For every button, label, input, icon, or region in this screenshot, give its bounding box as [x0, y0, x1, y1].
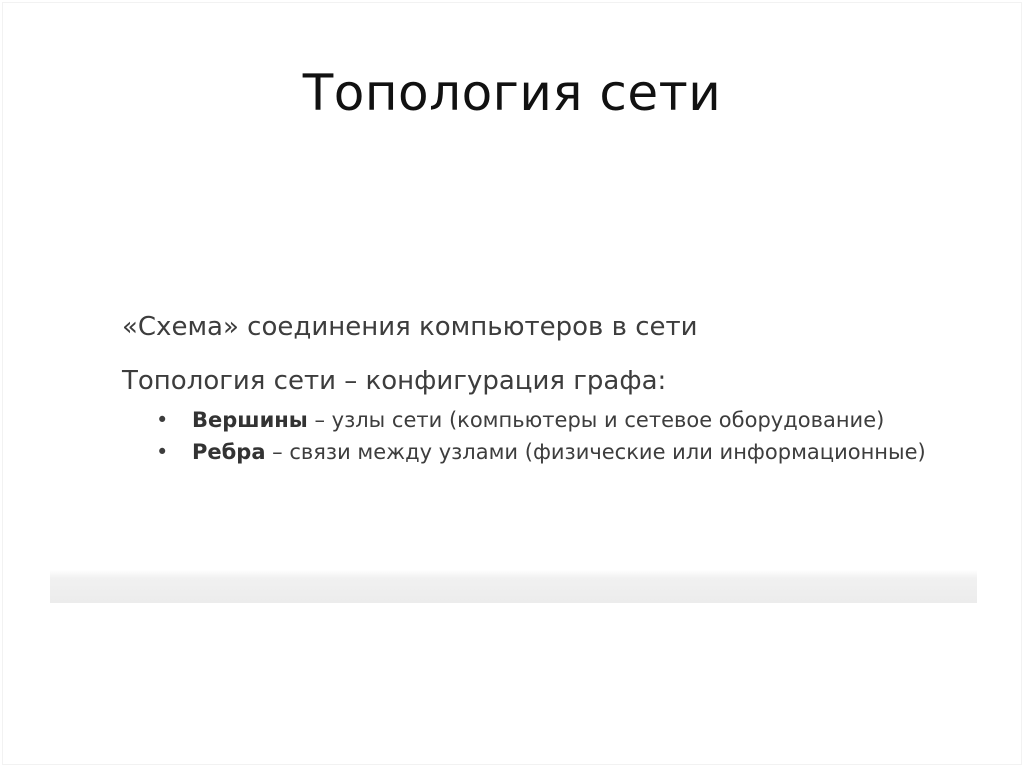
list-item: [122, 436, 962, 468]
bullet-term: Ребра: [192, 440, 266, 464]
bullet-text: – связи между узлами (физические или информационные): [265, 440, 926, 464]
content-text: [122, 310, 962, 468]
bullet-text: – узлы сети (компьютеры и сетевое оборудование): [307, 408, 885, 432]
list-item: [122, 404, 962, 436]
intro-line: «Схема» соединения компьютеров в сети: [122, 312, 698, 342]
bullet-term: Вершины: [192, 408, 308, 432]
topology-definition: Топология сети – конфигурация графа:: [122, 366, 667, 396]
slide-title: Топология сети: [302, 64, 722, 122]
bullet-list: [122, 404, 962, 468]
bullet-dot-icon: •: [156, 408, 169, 432]
content-image: [50, 258, 977, 603]
bullet-dot-icon: •: [156, 440, 169, 464]
